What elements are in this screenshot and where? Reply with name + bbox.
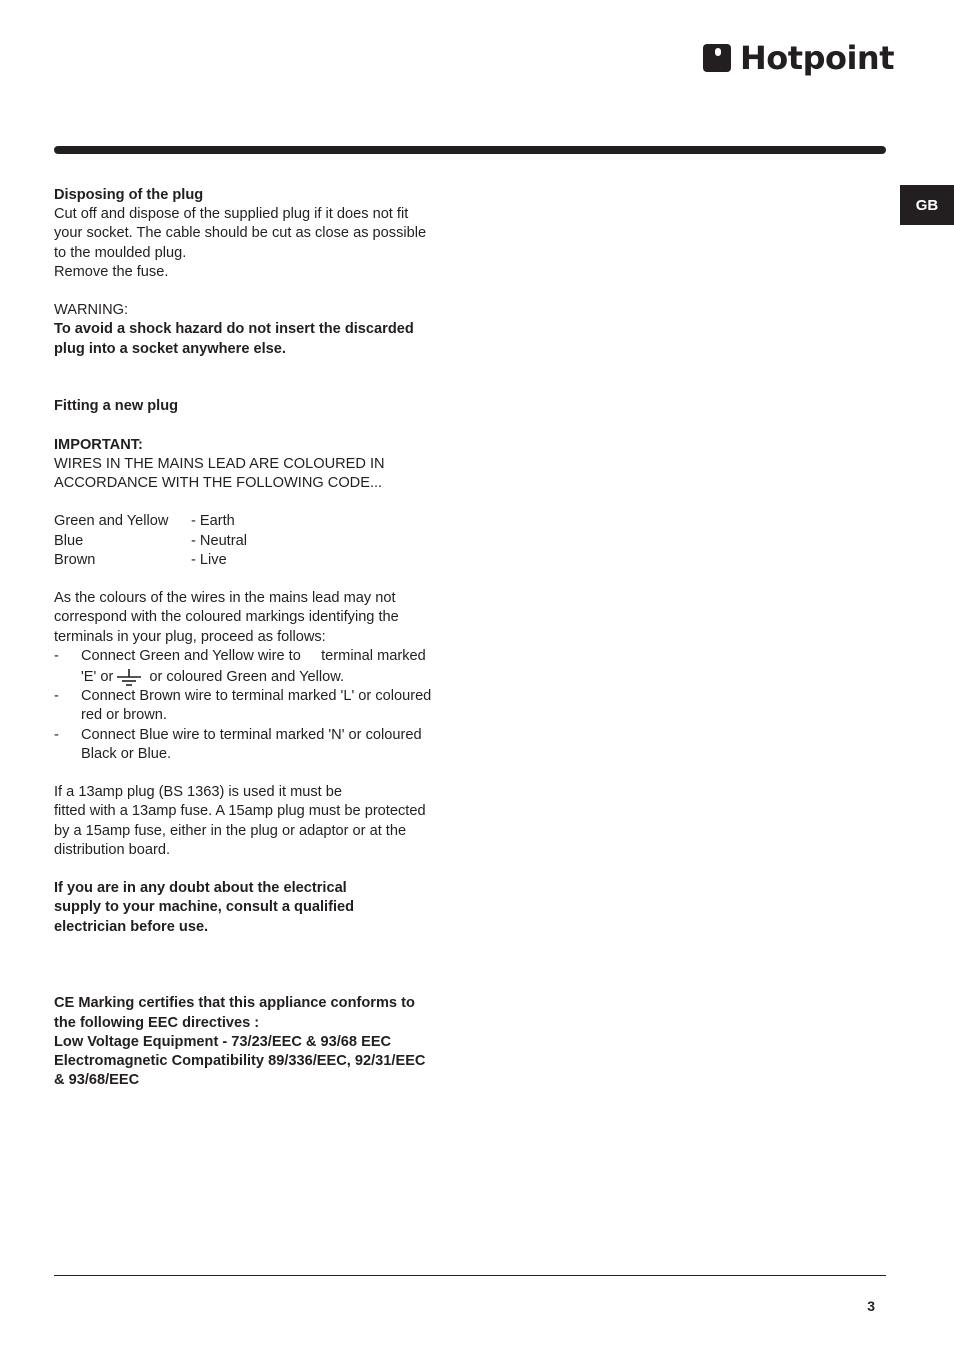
disposing-heading: Disposing of the plug [54,187,204,203]
hotpoint-logo-icon [703,44,731,72]
warning-label: WARNING: [54,302,129,319]
list-item [54,726,454,764]
warning-line: plug into a socket anywhere else. [54,340,286,357]
text-line: your socket. The cable should be cut as close as possible [54,225,427,242]
text-line: to the moulded plug. [54,244,187,261]
bullet-dash: - [54,726,59,743]
wire-meaning: - Neutral [191,532,247,549]
text-line: terminals in your plug, proceed as follows: [54,628,326,645]
fitting-heading: Fitting a new plug [54,398,179,415]
wire-code-row [54,551,454,570]
header-divider [54,146,886,154]
bullet-dash: - [54,688,59,705]
earth-symbol-icon [115,669,143,687]
text-line: distribution board. [54,841,171,858]
important-line: WIRES IN THE MAINS LEAD ARE COLOURED IN [54,455,385,472]
ce-line: the following EEC directives : [54,1014,260,1031]
text-line: or coloured Green and Yellow. [149,669,345,685]
list-item [54,647,454,687]
text-line: Connect Brown wire to terminal marked 'L' or coloured [81,688,432,705]
ce-line: & 93/68/EEC [54,1072,140,1089]
text-line: Black or Blue. [81,745,172,762]
important-line: ACCORDANCE WITH THE FOLLOWING CODE... [54,475,383,491]
important-label: IMPORTANT: [54,436,143,453]
warning-line: To avoid a shock hazard do not insert the discarded [54,321,414,338]
language-tab: GB [900,185,954,225]
hotpoint-logo [703,40,894,76]
ce-line: CE Marking certifies that this appliance conforms to [54,995,415,1012]
page-content [54,186,454,1090]
doubt-line: electrician before use. [54,918,209,935]
list-item [54,687,454,725]
text-line: Connect Blue wire to terminal marked 'N' or coloured [81,726,422,743]
text-line: red or brown. [81,707,167,724]
bullet-dash: - [54,647,59,664]
text-line: As the colours of the wires in the mains lead may not [54,590,396,607]
doubt-line: If you are in any doubt about the electrical [54,880,347,897]
footer-divider [54,1275,886,1276]
text-line: 'E' or [81,669,114,685]
wire-colour: Green and Yellow [54,513,169,530]
wire-code-row [54,512,454,531]
text-line: Remove the fuse. [54,263,169,280]
wire-code-row [54,532,454,551]
text-line: fitted with a 13amp fuse. A 15amp plug must be protected [54,803,426,820]
page-number: 3 [867,1298,875,1314]
text-line: by a 15amp fuse, either in the plug or adaptor or at the [54,822,407,839]
text-line: correspond with the coloured markings identifying the [54,609,399,626]
ce-line: Electromagnetic Compatibility 89/336/EEC, 92/31/EEC [54,1053,426,1070]
wire-meaning: - Live [191,551,227,568]
doubt-line: supply to your machine, consult a qualified [54,899,355,916]
text-line: Connect Green and Yellow wire to terminal marked [81,647,426,664]
text-line: If a 13amp plug (BS 1363) is used it must be [54,784,342,801]
text-line: Cut off and dispose of the supplied plug if it does not fit [54,206,409,223]
brand-name: Hotpoint [740,39,894,77]
wire-meaning: - Earth [191,513,235,530]
wire-colour: Blue [54,532,84,549]
wire-colour: Brown [54,551,96,568]
ce-line: Low Voltage Equipment - 73/23/EEC & 93/68 EEC [54,1033,392,1050]
